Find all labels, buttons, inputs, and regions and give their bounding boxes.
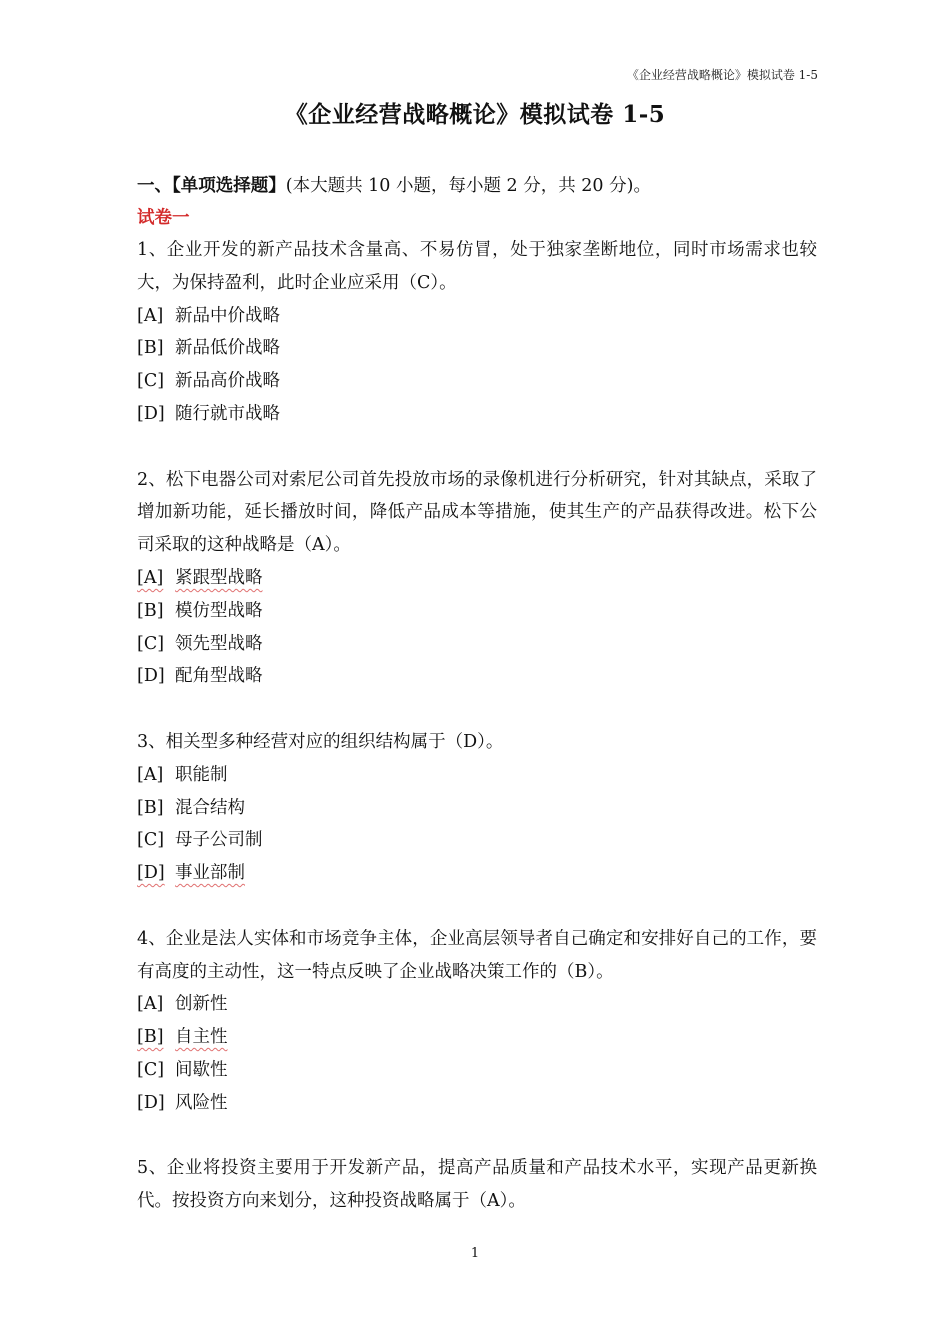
option-key: [D] [137, 403, 165, 424]
option-text: 配角型战略 [175, 666, 263, 687]
option-key: [B] [137, 600, 164, 621]
option-c [137, 365, 817, 398]
option-b [137, 1021, 817, 1054]
question-stem: 3、相关型多种经营对应的组织结构属于（D）。 [137, 731, 504, 752]
question-1 [137, 234, 817, 431]
question-3 [137, 726, 817, 890]
option-key: [B] [137, 1027, 164, 1048]
option-d [137, 660, 817, 693]
option-key: [A] [137, 567, 164, 588]
option-text: 随行就市战略 [175, 403, 280, 424]
option-c [137, 628, 817, 661]
option-d [137, 398, 817, 431]
question-stem: 1、企业开发的新产品技术含量高、不易仿冒，处于独家垄断地位，同时市场需求也较大，为保持盈利，此时企业应采用（C）。 [137, 240, 817, 293]
running-header: 《企业经营战略概论》模拟试卷 1-5 [626, 68, 818, 82]
option-b [137, 792, 817, 825]
exam-content [137, 170, 817, 1218]
option-a [137, 300, 817, 333]
option-text: 新品中价战略 [175, 305, 280, 326]
option-text: 职能制 [175, 764, 228, 785]
option-key: [D] [137, 666, 165, 687]
option-a [137, 988, 817, 1021]
option-text: 母子公司制 [175, 830, 263, 851]
option-b [137, 332, 817, 365]
question-stem: 5、企业将投资主要用于开发新产品，提高产品质量和产品技术水平，实现产品更新换代。按投资方向来划分，这种投资战略属于（A）。 [137, 1158, 817, 1212]
option-key: [D] [137, 863, 165, 884]
option-text: 新品低价战略 [175, 338, 280, 359]
option-key: [A] [137, 764, 164, 785]
option-text: 风险性 [175, 1092, 228, 1113]
question-2 [137, 464, 817, 694]
option-d [137, 1087, 817, 1120]
question-stem: 2、松下电器公司对索尼公司首先投放市场的录像机进行分析研究，针对其缺点，采取了增加新功能，延长播放时间，降低产品成本等措施，使其生产的产品获得改进。松下公司采取的这种战略是（A）。 [137, 469, 817, 556]
blank-line [137, 890, 817, 923]
option-key: [B] [137, 797, 164, 818]
section-type: 【单项选择题】 [172, 176, 286, 196]
section-note: (本大题共 10 小题，每小题 2 分，共 20 分)。 [285, 176, 651, 196]
section-heading [137, 170, 817, 202]
paper-label: 试卷一 [137, 208, 190, 228]
blank-line [137, 431, 817, 464]
option-a [137, 759, 817, 792]
option-text: 事业部制 [175, 863, 245, 884]
option-key: [C] [137, 633, 165, 654]
option-key: [D] [137, 1092, 165, 1113]
option-key: [B] [137, 338, 164, 359]
page-title: 《企业经营战略概论》模拟试卷 1-5 [284, 101, 666, 128]
question-stem: 4、企业是法人实体和市场竞争主体，企业高层领导者自己确定和安排好自己的工作，要有高度的主动性，这一特点反映了企业战略决策工作的（B）。 [137, 928, 817, 982]
option-text: 间歇性 [175, 1059, 228, 1080]
blank-line [137, 1120, 817, 1153]
question-5 [137, 1152, 817, 1218]
option-text: 紧跟型战略 [175, 567, 263, 588]
option-b [137, 595, 817, 628]
option-key: [C] [137, 830, 165, 851]
option-c [137, 1054, 817, 1087]
option-key: [C] [137, 1059, 165, 1080]
option-key: [C] [137, 371, 165, 392]
page-number: 1 [470, 1246, 480, 1261]
section-number: 一、 [137, 176, 172, 196]
option-text: 混合结构 [175, 797, 245, 818]
option-text: 新品高价战略 [175, 371, 280, 392]
option-key: [A] [137, 994, 164, 1015]
option-a [137, 562, 817, 595]
option-key: [A] [137, 305, 164, 326]
question-4 [137, 923, 817, 1120]
option-text: 领先型战略 [175, 633, 263, 654]
option-c [137, 824, 817, 857]
option-text: 创新性 [175, 994, 228, 1015]
option-d [137, 857, 817, 890]
option-text: 自主性 [175, 1027, 228, 1048]
blank-line [137, 693, 817, 726]
option-text: 模仿型战略 [175, 600, 263, 621]
